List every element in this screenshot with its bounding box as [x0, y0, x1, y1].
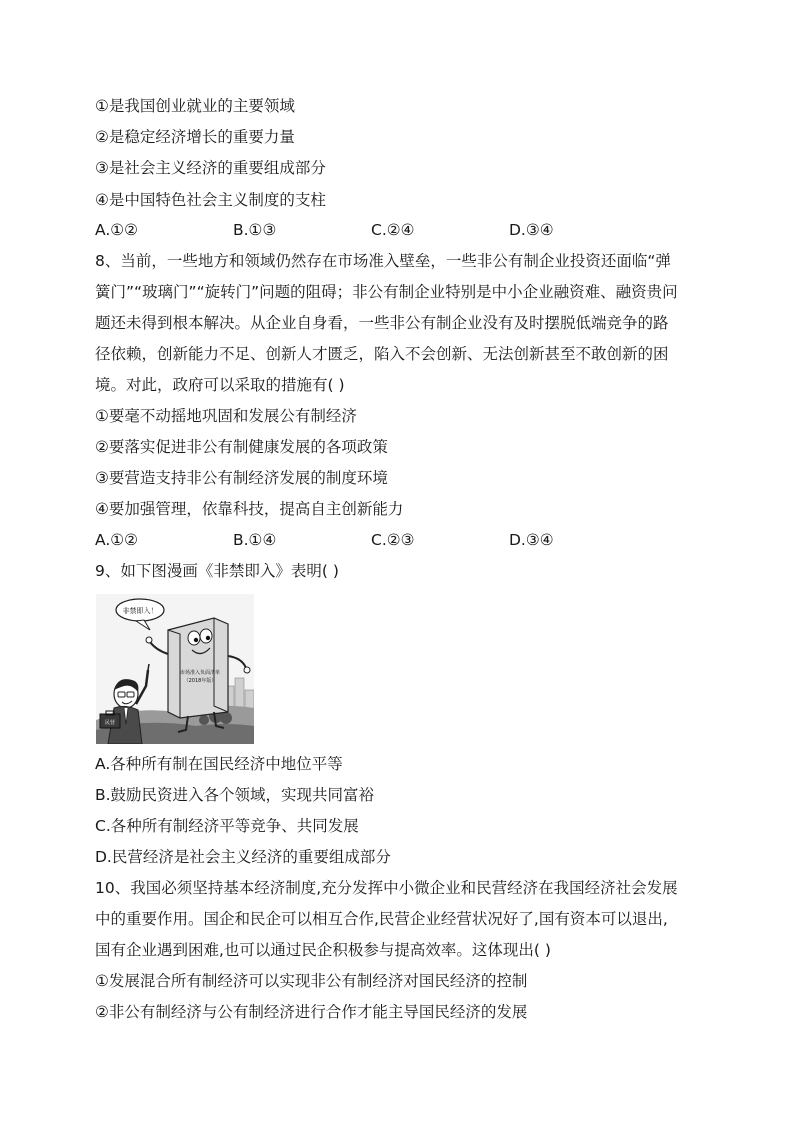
q10-stem-line-1: 10、我国必须坚持基本经济制度,充分发挥中小微企业和民营经济在我国经济社会发展 — [95, 879, 678, 897]
q7-option-d: D.③④ — [509, 221, 554, 239]
q8-item-1: ①要毫不动摇地巩固和发展公有制经济 — [95, 407, 357, 425]
book-title: 市场准入负面清单 — [179, 670, 221, 676]
q8-stem-line-2: 簧门”“玻璃门”“旋转门”问题的阻碍；非公有制企业特别是中小企业融资难、融资贵问 — [95, 283, 678, 301]
q8-option-a: A.①② — [95, 531, 139, 549]
q7-item-2: ②是稳定经济增长的重要力量 — [95, 128, 295, 146]
q7-option-c: C.②④ — [371, 221, 415, 239]
q7-option-b: B.①③ — [233, 221, 277, 239]
q8-option-d: D.③④ — [509, 531, 554, 549]
book-edition: （2018年版） — [183, 678, 217, 684]
q8-item-4: ④要加强管理，依靠科技，提高自主创新能力 — [95, 500, 404, 518]
q9-option-d: D.民营经济是社会主义经济的重要组成部分 — [95, 848, 391, 866]
q8-option-b: B.①④ — [233, 531, 277, 549]
q8-option-c: C.②③ — [371, 531, 415, 549]
q8-stem-line-5: 境。对此，政府可以采取的措施有( ) — [95, 376, 345, 394]
cartoon-image — [96, 594, 254, 744]
q9-option-b: B.鼓励民资进入各个领域，实现共同富裕 — [95, 786, 375, 804]
q7-option-a: A.①② — [95, 221, 139, 239]
q8-item-2: ②要落实促进非公有制健康发展的各项政策 — [95, 438, 388, 456]
briefcase-label: 民营 — [104, 720, 116, 726]
q10-item-1: ①发展混合所有制经济可以实现非公有制经济对国民经济的控制 — [95, 972, 528, 990]
q8-stem-line-1: 8、当前，一些地方和领域仍然存在市场准入壁垒，一些非公有制企业投资还面临“弹 — [95, 252, 671, 270]
q10-stem-line-2: 中的重要作用。国企和民企可以相互合作,民营企业经营状况好了,国有资本可以退出, — [95, 910, 668, 928]
q10-stem-line-3: 国有企业遇到困难,也可以通过民企积极参与提高效率。这体现出( ) — [95, 941, 551, 959]
q10-item-2: ②非公有制经济与公有制经济进行合作才能主导国民经济的发展 — [95, 1003, 528, 1021]
q9-stem: 9、如下图漫画《非禁即入》表明( ) — [95, 562, 339, 580]
q7-item-3: ③是社会主义经济的重要组成部分 — [95, 159, 326, 177]
q9-option-a: A.各种所有制在国民经济中地位平等 — [95, 755, 343, 773]
q8-item-3: ③要营造支持非公有制经济发展的制度环境 — [95, 469, 388, 487]
q7-item-4: ④是中国特色社会主义制度的支柱 — [95, 191, 326, 209]
q8-stem-line-3: 题还未得到根本解决。从企业自身看，一些非公有制企业没有及时摆脱低端竞争的路 — [95, 314, 669, 332]
speech-bubble-text: 非禁即入！ — [122, 607, 158, 615]
q8-stem-line-4: 径依赖，创新能力不足、创新人才匮乏，陷入不会创新、无法创新甚至不敢创新的困 — [95, 345, 669, 363]
q9-option-c: C.各种所有制经济平等竞争、共同发展 — [95, 817, 359, 835]
q7-item-1: ①是我国创业就业的主要领域 — [95, 97, 295, 115]
